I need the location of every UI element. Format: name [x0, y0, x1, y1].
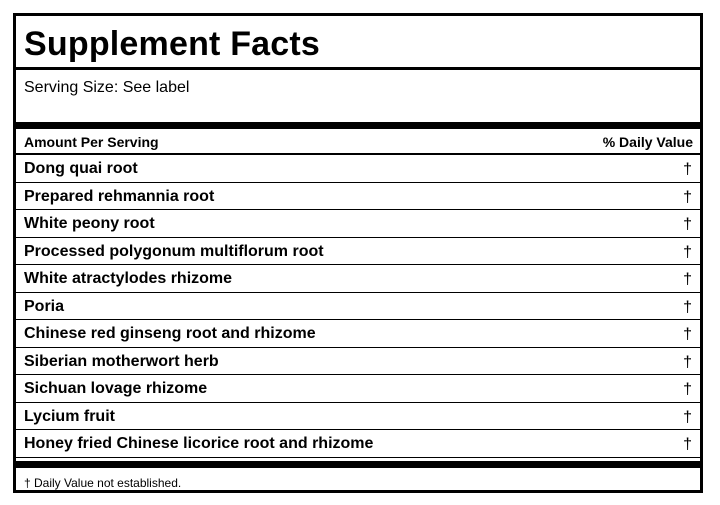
ingredient-daily-value: † — [683, 381, 692, 398]
ingredient-daily-value: † — [683, 188, 692, 206]
ingredient-daily-value: † — [683, 298, 692, 316]
ingredient-row — [16, 155, 700, 183]
amount-per-serving-label: Amount Per Serving — [24, 134, 159, 150]
ingredient-row — [16, 320, 700, 348]
daily-value-label: % Daily Value — [602, 134, 693, 150]
title-divider — [16, 67, 700, 70]
thick-divider-bottom — [16, 461, 700, 468]
ingredient-name: Honey fried Chinese licorice root and rhizome — [24, 435, 374, 452]
thick-divider-top — [16, 122, 700, 129]
serving-size: Serving Size: See label — [24, 79, 190, 96]
column-header — [16, 129, 700, 154]
ingredient-row — [16, 210, 700, 238]
ingredient-name: Processed polygonum multiflorum root — [24, 242, 324, 260]
ingredient-row — [16, 265, 700, 293]
ingredient-daily-value: † — [683, 353, 692, 371]
ingredient-row — [16, 375, 700, 403]
ingredient-name: Chinese red ginseng root and rhizome — [24, 325, 316, 342]
ingredient-row — [16, 293, 700, 321]
ingredient-daily-value: † — [683, 436, 692, 453]
ingredient-name: Sichuan lovage rhizome — [24, 380, 208, 397]
ingredient-name: White peony root — [24, 215, 155, 232]
supplement-facts-panel — [13, 13, 703, 493]
ingredient-name: Poria — [24, 297, 65, 315]
ingredient-daily-value: † — [683, 408, 692, 426]
ingredient-name: Lycium fruit — [24, 407, 115, 425]
ingredient-name: Siberian motherwort herb — [24, 352, 219, 370]
ingredient-row — [16, 403, 700, 431]
ingredient-row — [16, 430, 700, 458]
panel-title: Supplement Facts — [24, 25, 321, 63]
ingredient-daily-value: † — [683, 161, 692, 178]
ingredient-daily-value: † — [683, 216, 692, 233]
ingredient-row — [16, 183, 700, 211]
ingredient-name: Dong quai root — [24, 160, 138, 177]
ingredient-daily-value: † — [683, 271, 692, 288]
ingredient-name: White atractylodes rhizome — [24, 270, 233, 287]
ingredient-list — [16, 155, 700, 458]
ingredient-daily-value: † — [683, 243, 692, 261]
ingredient-row — [16, 238, 700, 266]
footnote: † Daily Value not established. — [24, 476, 182, 490]
ingredient-name: Prepared rehmannia root — [24, 187, 215, 205]
ingredient-row — [16, 348, 700, 376]
ingredient-daily-value: † — [683, 326, 692, 343]
